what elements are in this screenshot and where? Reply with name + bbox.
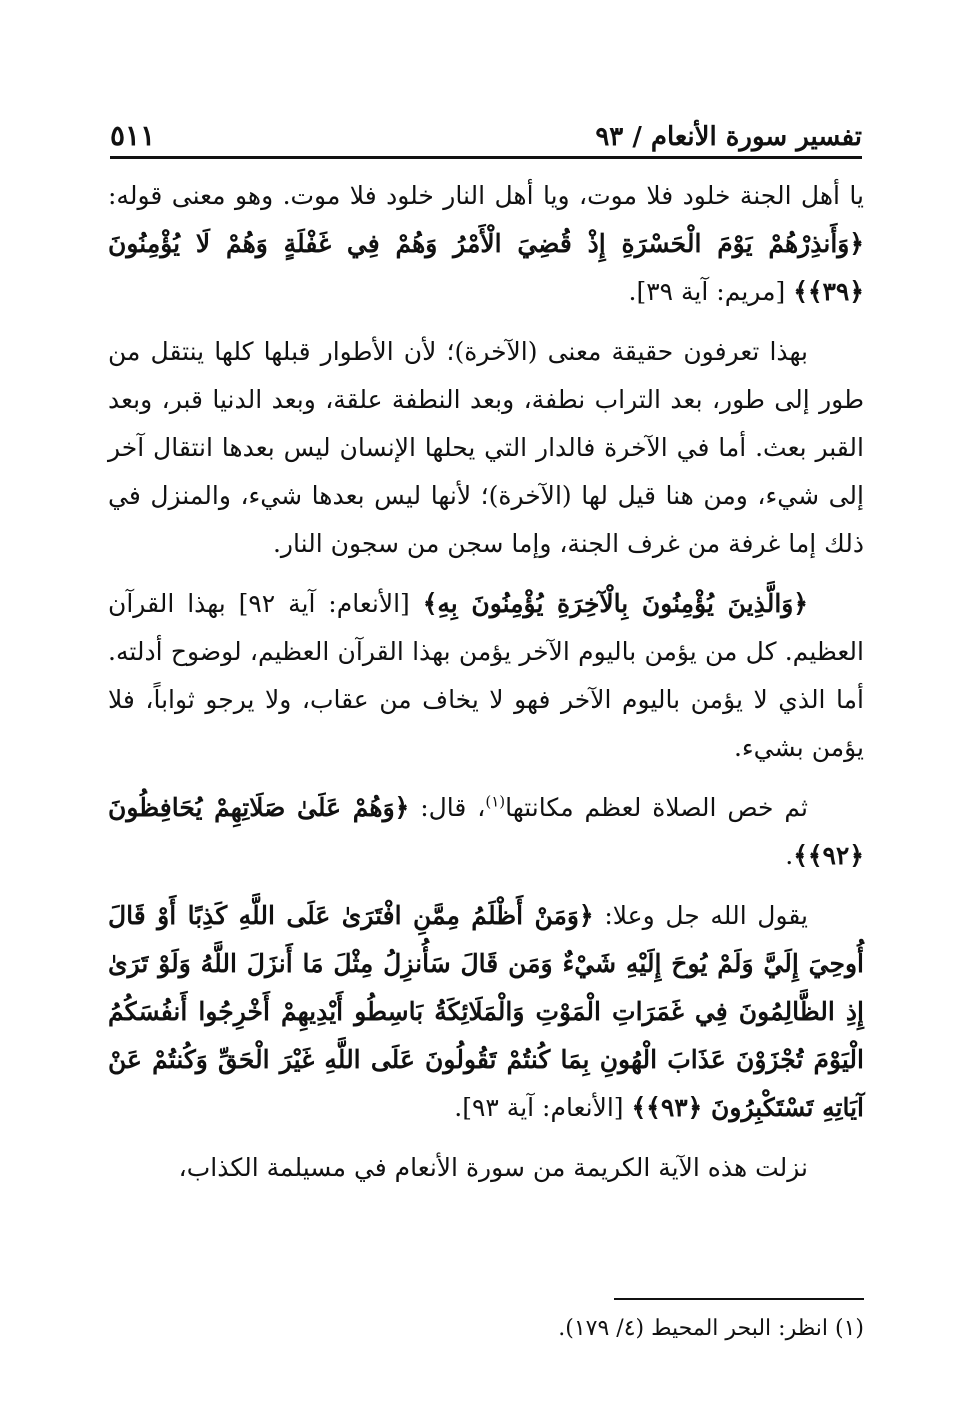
verse-reference: [مريم: آية ٣٩].	[628, 277, 794, 306]
paragraph-6: نزلت هذه الآية الكريمة من سورة الأنعام في مسيلمة الكذاب،	[178, 1153, 808, 1182]
paragraph-5-text: يقول الله جل وعلا:	[593, 901, 808, 930]
paragraph-1-text: يا أهل الجنة خلود فلا موت، ويا أهل النار خلود فلا موت. وهو معنى قوله:	[108, 181, 864, 210]
header-rule	[110, 156, 862, 159]
page-header	[110, 108, 862, 152]
footnote: (١) انظر: البحر المحيط (٤/ ١٧٩).	[558, 1316, 864, 1341]
paragraph-3	[108, 580, 864, 772]
quran-verse-maryam-39: ﴿وَأَنذِرْهُمْ يَوْمَ الْحَسْرَةِ إِذْ قُضِيَ الْأَمْرُ وَهُمْ فِي غَفْلَةٍ وَهُمْ لَا يُؤْمِنُونَ ﴿٣٩﴾﴾	[108, 229, 864, 306]
paragraph-3-text: [الأنعام: آية ٩٢] بهذا القرآن العظيم. كل من يؤمن باليوم الآخر يؤمن بهذا القرآن العظيم، لوضوح أدلته. أما الذي لا يؤمن باليوم الآخر فهو لا يخاف من عقاب، ولا يرجو ثواباً، فلا يؤمن بشيء.	[108, 589, 864, 762]
verse-reference: [الأنعام: آية ٩٣].	[454, 1093, 632, 1122]
paragraph-4-end: .	[785, 841, 794, 870]
quran-verse-anam-92: ﴿وَالَّذِينَ يُؤْمِنُونَ بِالْآخِرَةِ يُؤْمِنُونَ بِهِ﴾	[422, 589, 808, 618]
paragraph-4-text-continued: ، قال:	[409, 793, 486, 822]
footnote-marker: (١)	[485, 792, 506, 811]
footnote-rule	[614, 1298, 864, 1300]
paragraph-2: بهذا تعرفون حقيقة معنى (الآخرة)؛ لأن الأطوار قبلها كلها ينتقل من طور إلى طور، بعد التراب نطفة، وبعد النطفة علقة، وبعد الدنيا قبر، وبعد القبر بعث. أما في الآخرة فالدار التي يحلها الإنسان ليس بعدها انتقال آخر إلى شيء، ومن هنا قيل لها (الآخرة)؛ لأنها ليس بعدها شيء، والمنزل في ذلك إما غرفة من غرف الجنة، وإما سجن من سجون النار.	[108, 337, 864, 558]
paragraph-4	[108, 784, 864, 880]
quran-verse-anam-93: ﴿وَمَنْ أَظْلَمُ مِمَّنِ افْتَرَىٰ عَلَى اللَّهِ كَذِبًا أَوْ قَالَ أُوحِيَ إِلَيَّ وَلَمْ يُوحَ إِلَيْهِ شَيْءٌ وَمَن قَالَ سَأُنزِلُ مِثْلَ مَا أَنزَلَ اللَّهُ وَلَوْ تَرَىٰ إِذِ الظَّالِمُونَ فِي غَمَرَاتِ الْمَوْتِ وَالْمَلَائِكَةُ بَاسِطُو أَيْدِيهِمْ أَخْرِجُوا أَنفُسَكُمُ الْيَوْمَ تُجْزَوْنَ عَذَابَ الْهُونِ بِمَا كُنتُمْ تَقُولُونَ عَلَى اللَّهِ غَيْرَ الْحَقِّ وَكُنتُمْ عَنْ آيَاتِهِ تَسْتَكْبِرُونَ ﴿٩٣﴾﴾	[108, 901, 864, 1122]
body-text	[108, 172, 864, 1204]
paragraph-5	[108, 892, 864, 1132]
paragraph-1	[108, 172, 864, 316]
running-title: تفسير سورة الأنعام / ٩٣	[595, 122, 862, 152]
page-number: ٥١١	[110, 119, 156, 152]
quran-verse-anam-92-salat: ﴿وَهُمْ عَلَىٰ صَلَاتِهِمْ يُحَافِظُونَ ﴿٩٢﴾﴾	[108, 793, 864, 870]
paragraph-4-text: ثم خص الصلاة لعظم مكانتها	[505, 793, 808, 822]
